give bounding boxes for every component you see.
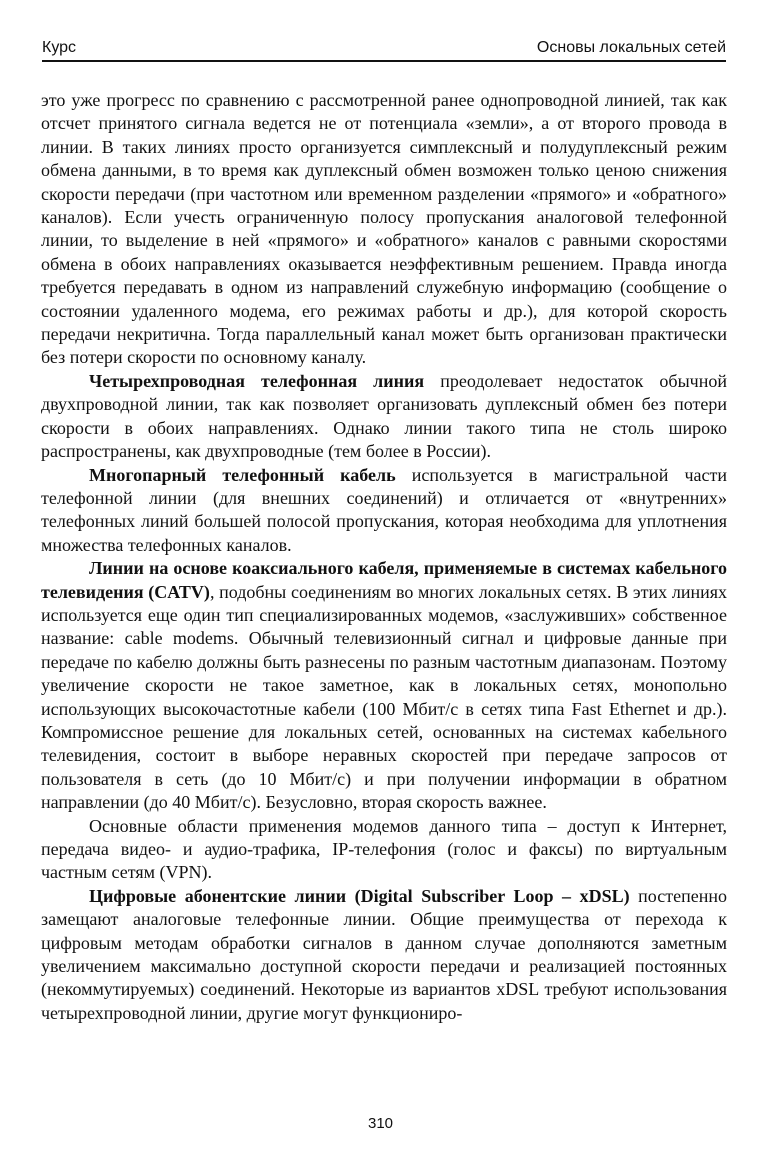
running-header xyxy=(42,36,726,60)
page-number: 310 xyxy=(367,1115,394,1132)
term-xdsl: Цифровые абонентские линии (Digital Subscriber Loop – xDSL) xyxy=(89,885,630,906)
paragraph-xdsl: Цифровые абонентские линии (Digital Subscriber Loop – xDSL) постепенно замещают аналоговые телефонные линии. Общие преимущества от перехода к цифровым методам обработки сигналов в данном случае дополняются заметным увеличением максимально доступной скорости передачи и реализацией постоянных (некоммутируемых) соединений. Некоторые из вариантов xDSL требуют использования четырехпроводной линии, другие могут функциониро- xyxy=(41,885,727,1023)
header-rule xyxy=(42,60,726,62)
term-multipair-cable: Многопарный телефонный кабель xyxy=(89,464,396,485)
paragraph-multipair-cable: Многопарный телефонный кабель используется в магистральной части телефонной линии (для внешних соединений) и отличается от «внутренних» телефонных линий большей полосой пропускания, которая необходима для уплотнения множества телефонных каналов. xyxy=(41,464,727,555)
paragraph-applications: Основные области применения модемов данного типа – доступ к Интернет, передача видео- и аудио-трафика, IP-телефония (голос и факсы) по виртуальным частным сетям (VPN). xyxy=(41,815,727,883)
paragraph-four-wire-line: Четырехпроводная телефонная линия преодолевает недостаток обычной двухпроводной линии, так как позволяет организовать дуплексный обмен без потери скорости в обоих направлениях. Однако линии такого типа не столь широко распространены, как двухпроводные (тем более в России). xyxy=(41,370,727,462)
term-catv-lines: Линии на основе коаксиального кабеля, применяемые в системах кабельного телевидения (CATV) xyxy=(41,558,727,602)
header-course-label: Курс xyxy=(42,39,77,56)
body-text xyxy=(41,89,727,1025)
term-four-wire-line: Четырехпроводная телефонная линия xyxy=(89,370,425,391)
paragraph-catv-lines: Линии на основе коаксиального кабеля, применяемые в системах кабельного телевидения (CATV), подобны соединениям во многих локальных сетях. В этих линиях используется еще один тип специализированных модемов, «заслуживших» собственное название: cable modems. Обычный телевизионный сигнал и цифровые данные при передаче по кабелю должны быть разнесены по разным частотным диапазонам. Поэтому увеличение скорости не такое заметное, как в локальных сетях, монопольно использующих высокочастотные кабели (100 Мбит/с в сетях типа Fast Ethernet и др.). Компромиссное решение для локальных сетей, основанных на системах кабельного телевидения, состоит в выборе неравных скоростей при передаче запросов от пользователя в сеть (до 10 Мбит/с) и при получении информации в обратном направлении (до 40 Мбит/с). Безусловно, вторая скорость важнее. xyxy=(41,558,727,813)
paragraph-continuation: это уже прогресс по сравнению с рассмотренной ранее однопроводной линией, так как отсчет принятого сигнала ведется не от потенциала «земли», а от второго провода в линии. В таких линиях просто организуется симплексный и полудуплексный режим обмена данными, в то время как дуплексный обмен возможен только ценою снижения скорости передачи (при частотном или временном разделении «прямого» и «обратного» каналов). Если учесть ограниченную полосу пропускания аналоговой телефонной линии, то выделение в ней «прямого» и «обратного» каналов с равными скоростями обмена в обоих направлениях оказывается неэффективным решением. Правда иногда требуется передавать в одном из направлений служебную информацию (сообщение о состоянии удаленного модема, его режимах работы и др.), для которой скорость передачи некритична. Тогда параллельный канал может быть организован практически без потери скорости по основному каналу. xyxy=(41,90,727,368)
header-section-title: Основы локальных сетей xyxy=(536,39,726,56)
